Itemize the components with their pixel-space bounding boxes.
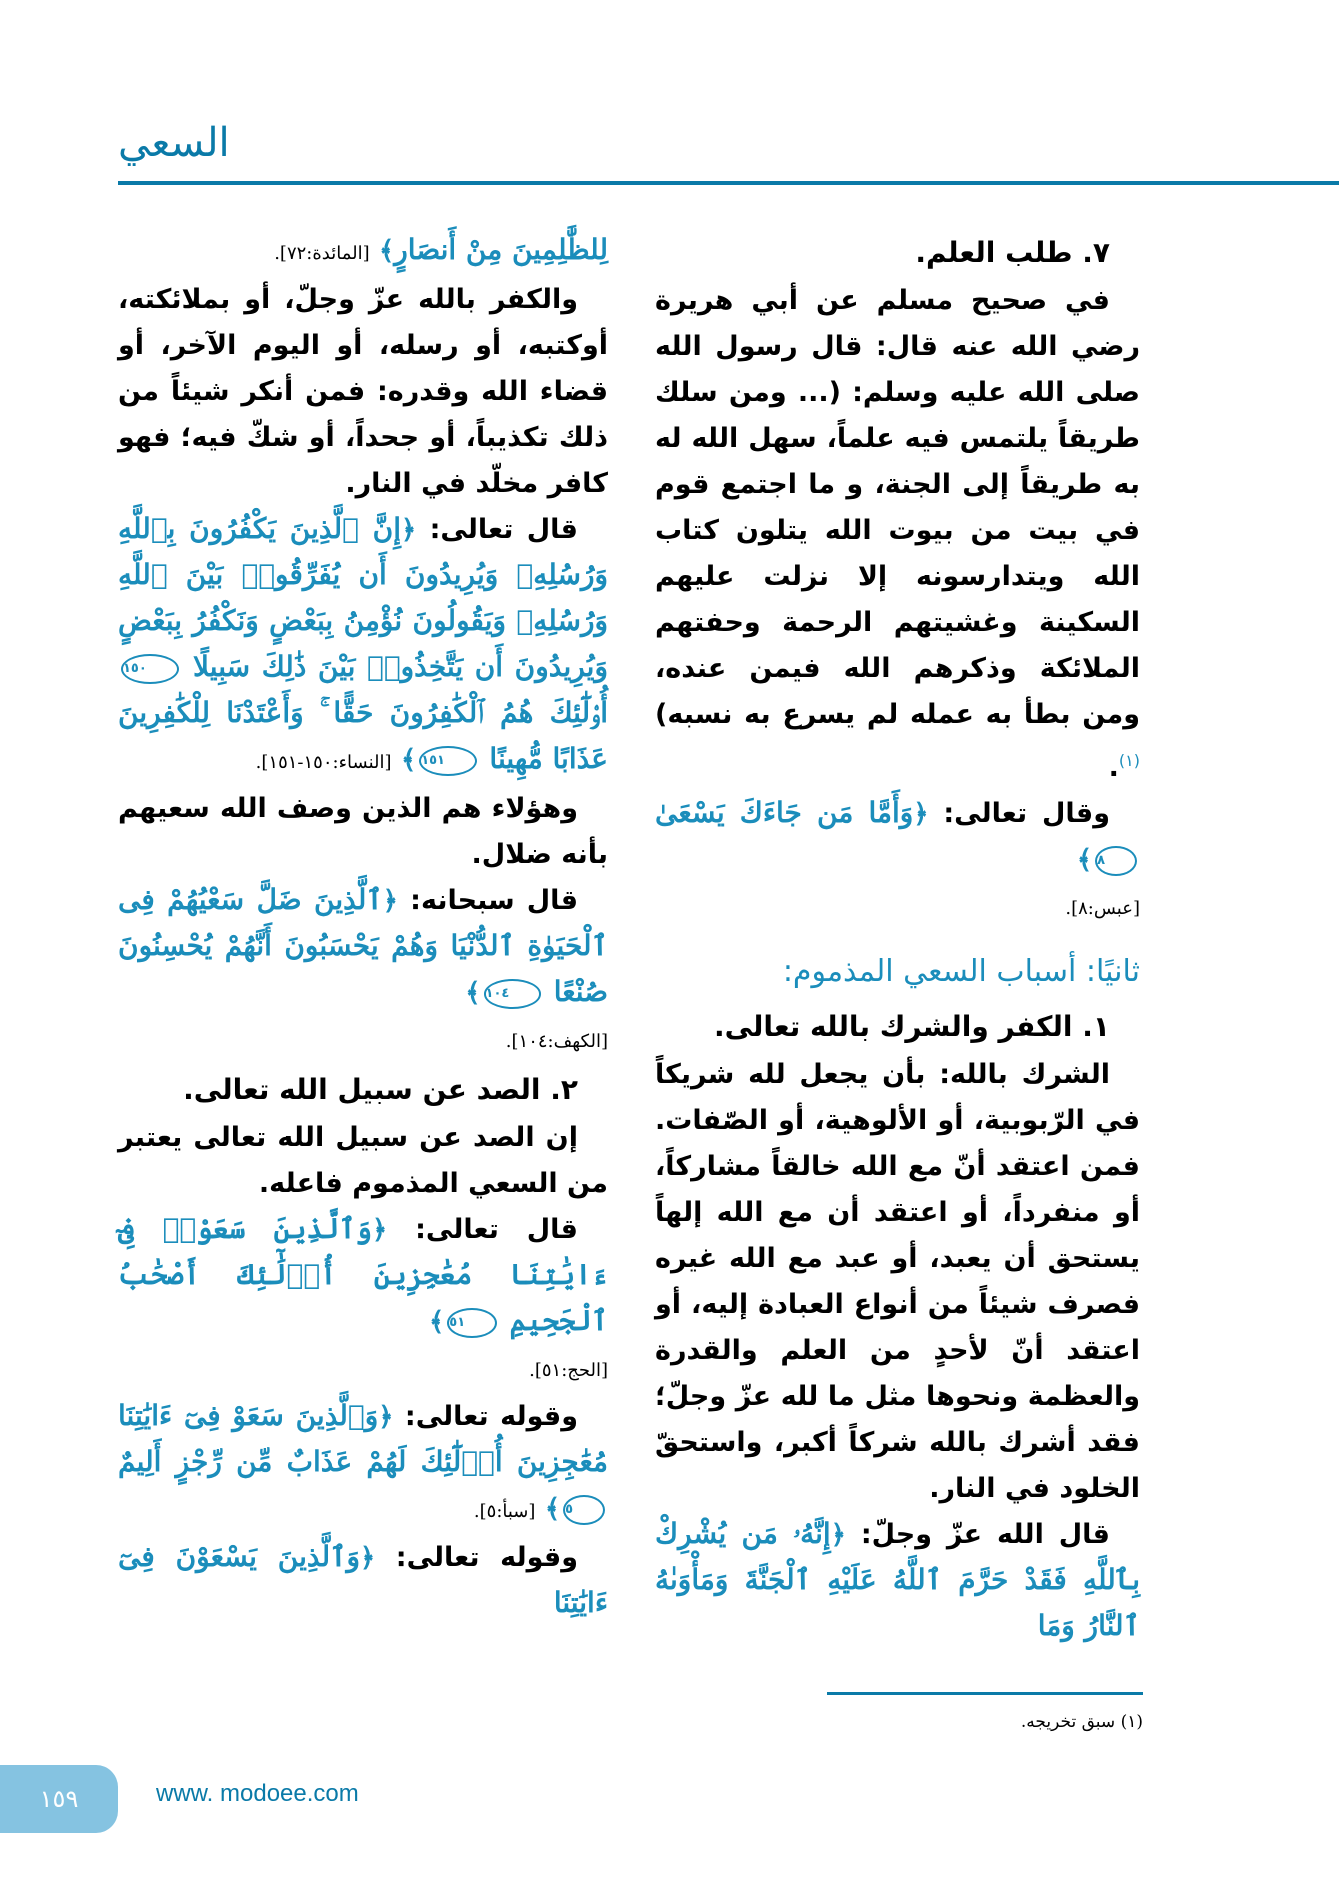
footnote-ref[interactable]: (١): [1118, 751, 1140, 770]
section-heading: ثانيًا: أسباب السعي المذموم:: [782, 954, 1140, 989]
verse-4-block: [118, 878, 608, 1065]
verse-number-marker: ١٠٤: [484, 979, 542, 1009]
ornate-bracket-close-icon: ﴾: [400, 745, 417, 775]
verse-4-intro: قال سبحانه:: [410, 885, 578, 916]
shirk-paragraph: الشرك بالله: بأن يجعل لله شريكاً في الرّبوبية، أو الألوهية، أو الصّفات. فمن اعتقد أنّ مع الله خالقاً مشاركاً، أو منفرداً، أو اعتقد أن مع الله إلهاً يستحق أن يعبد، أو عبد مع الله غيره فصرف شيئاً من أنواع العبادة إليه، أو اعتقد أنّ لأحدٍ من العلم والقدرة والعظمة ونحوها مثل ما لله عزّ وجلّ؛ فقد أشرك بالله شركاً أكبر، واستحقّ الخلود في النار.: [655, 1059, 1140, 1504]
verse-3-text-b: أُو۟لَٰٓئِكَ هُمُ ٱلْكَٰفِرُونَ حَقًّا ۚ وَأَعْتَدْنَا لِلْكَٰفِرِينَ عَذَابًا مُّهِينًا: [118, 696, 608, 775]
item-7-heading: ٧. طلب العلم.: [915, 236, 1110, 269]
footnote-1: [827, 1712, 1143, 1732]
verse-2-continuation: لِلظَّٰلِمِينَ مِنْ أَنصَارٍ: [394, 233, 608, 266]
ornate-bracket-close-icon: ﴾: [1076, 845, 1093, 875]
verse-1-ref: [عبس:٨].: [1065, 898, 1140, 919]
verse-3-block: [118, 507, 608, 786]
item-2-heading: ٢. الصد عن سبيل الله تعالى.: [183, 1073, 578, 1106]
hadith-intro: في صحيح مسلم عن أبي هريرة رضي الله عنه قال: قال رسول الله صلى الله عليه وسلم:: [655, 285, 1141, 408]
verse-5-ref: [الحج:٥١].: [529, 1360, 608, 1381]
verse-7-text: وَٱلَّذِينَ يَسْعَوْنَ فِىٓ ءَايَٰتِنَا: [118, 1540, 608, 1619]
ornate-bracket-open-icon: ﴿: [360, 1543, 376, 1573]
verse-6-block: [118, 1394, 608, 1535]
footnote-mark: (١): [1120, 1712, 1143, 1732]
verse-4-text: ٱلَّذِينَ ضَلَّ سَعْيُهُمْ فِى ٱلْحَيَوٰةِ ٱلدُّنْيَا وَهُمْ يَحْسَبُونَ أَنَّهُمْ يُحْسِنُونَ صُنْعًا: [118, 883, 608, 1008]
verse-7-block: [118, 1535, 608, 1627]
ornate-bracket-close-icon: ﴾: [465, 978, 481, 1008]
verse-6-ref: [سبأ:٥].: [473, 1501, 536, 1522]
ornate-bracket-open-icon: ﴿: [830, 1520, 846, 1550]
footnote-text: سبق تخريجه.: [1020, 1712, 1116, 1732]
verse-number-marker: ٥: [563, 1495, 605, 1525]
verse-1-block: [655, 791, 1140, 932]
footnote-divider: [827, 1692, 1143, 1695]
kufr-paragraph: والكفر بالله عزّ وجلّ، أو بملائكته، أوكتبه، أو رسله، أو اليوم الآخر، أو قضاء الله وقدره: فمن أنكر شيئاً من ذلك تكذيباً، أو جحداً، أو شكّ فيه؛ فهو كافر مخلّد في النار.: [118, 284, 608, 499]
verse-5-text: وَٱلَّذِينَ سَعَوْا۟ فِىٓ ءَايَٰتِنَا مُعَٰجِزِينَ أُو۟لَٰٓئِكَ أَصْحَٰبُ ٱلْجَحِيمِ: [118, 1212, 608, 1337]
hadith-paragraph: [655, 278, 1140, 791]
verse-2-text: إِنَّهُۥ مَن يُشْرِكْ بِٱللَّهِ فَقَدْ حَرَّمَ ٱللَّهُ عَلَيْهِ ٱلْجَنَّةَ وَمَأْوَىٰهُ ٱلنَّارُ وَمَا: [655, 1517, 1140, 1642]
verse-6-text: وَٱلَّذِينَ سَعَوْ فِىٓ ءَايَٰتِنَا مُعَٰجِزِينَ أُو۟لَٰٓئِكَ لَهُمْ عَذَابٌ مِّن رِّجْزٍ أَلِيمٌ: [118, 1399, 608, 1478]
verse-5-block: [118, 1207, 608, 1394]
verse-2-continuation-block: [118, 228, 608, 277]
ornate-bracket-close-icon: ﴾: [429, 1307, 445, 1337]
hadith-end: .: [1108, 752, 1119, 783]
item-1-heading: ١. الكفر والشرك بالله تعالى.: [713, 1010, 1110, 1043]
verse-1-intro: وقال تعالى:: [943, 798, 1110, 829]
ornate-bracket-open-icon: ﴿: [401, 515, 417, 545]
ornate-bracket-open-icon: ﴿: [372, 1215, 388, 1245]
verse-3-text-a: إِنَّ ٱلَّذِينَ يَكْفُرُونَ بِٱللَّهِ وَرُسُلِهِۦ وَيُرِيدُونَ أَن يُفَرِّقُوا۟ بَيْنَ ٱللَّهِ وَرُسُلِهِۦ وَيَقُولُونَ نُؤْمِنُ بِبَعْضٍ وَنَكْفُرُ بِبَعْضٍ وَيُرِيدُونَ أَن يَتَّخِذُوا۟ بَيْنَ ذَٰلِكَ سَبِيلًا: [118, 512, 608, 683]
verse-3-intro: قال تعالى:: [429, 514, 578, 545]
verse-2-ref: [المائدة:٧٢].: [274, 243, 370, 264]
left-column: [118, 228, 608, 1627]
verse-4-ref: [الكهف:١٠٤].: [505, 1031, 608, 1052]
running-header-title: السعي: [118, 120, 230, 166]
page-number-badge: ١٥٩: [0, 1765, 118, 1833]
verse-number-marker: ٨: [1095, 846, 1137, 876]
verse-number-marker: ١٥١: [419, 746, 477, 776]
verse-2-intro: قال الله عزّ وجلّ:: [860, 1519, 1110, 1550]
verse-number-marker: ٥١: [447, 1308, 497, 1338]
sadd-paragraph: إن الصد عن سبيل الله تعالى يعتبر من السعي المذموم فاعله.: [118, 1122, 608, 1199]
ornate-bracket-open-icon: ﴿: [913, 799, 929, 829]
right-column: [655, 228, 1140, 1650]
verse-7-intro: وقوله تعالى:: [395, 1542, 578, 1573]
verse-5-intro: قال تعالى:: [415, 1214, 578, 1245]
description-paragraph: وهؤلاء هم الذين وصف الله سعيهم بأنه ضلال.: [118, 793, 608, 870]
verse-6-intro: وقوله تعالى:: [404, 1401, 579, 1432]
hadith-text: (... ومن سلك طريقاً يلتمس فيه علماً، سهل الله له به طريقاً إلى الجنة، و ما اجتمع قوم في بيت من بيوت الله يتلون كتاب الله ويتدارسونه إلا نزلت عليهم السكينة وغشيتهم الرحمة وحفتهم الملائكة وذكرهم الله فيمن عنده، ومن بطأ به عمله لم يسرع به نسبه): [655, 377, 1140, 730]
ornate-bracket-close-icon: ﴾: [544, 1494, 561, 1524]
website-link[interactable]: www. modoee.com: [156, 1780, 359, 1807]
verse-number-marker: ١٥٠: [121, 654, 179, 684]
ornate-bracket-close-icon: ﴾: [379, 236, 395, 266]
ornate-bracket-open-icon: ﴿: [382, 886, 399, 916]
verse-2-block: [655, 1512, 1140, 1650]
ornate-bracket-open-icon: ﴿: [378, 1402, 394, 1432]
verse-3-ref: [النساء:١٥٠-١٥١].: [255, 752, 392, 773]
header-divider: [118, 181, 1339, 185]
verse-1-text: وَأَمَّا مَن جَاءَكَ يَسْعَىٰ: [655, 796, 914, 829]
